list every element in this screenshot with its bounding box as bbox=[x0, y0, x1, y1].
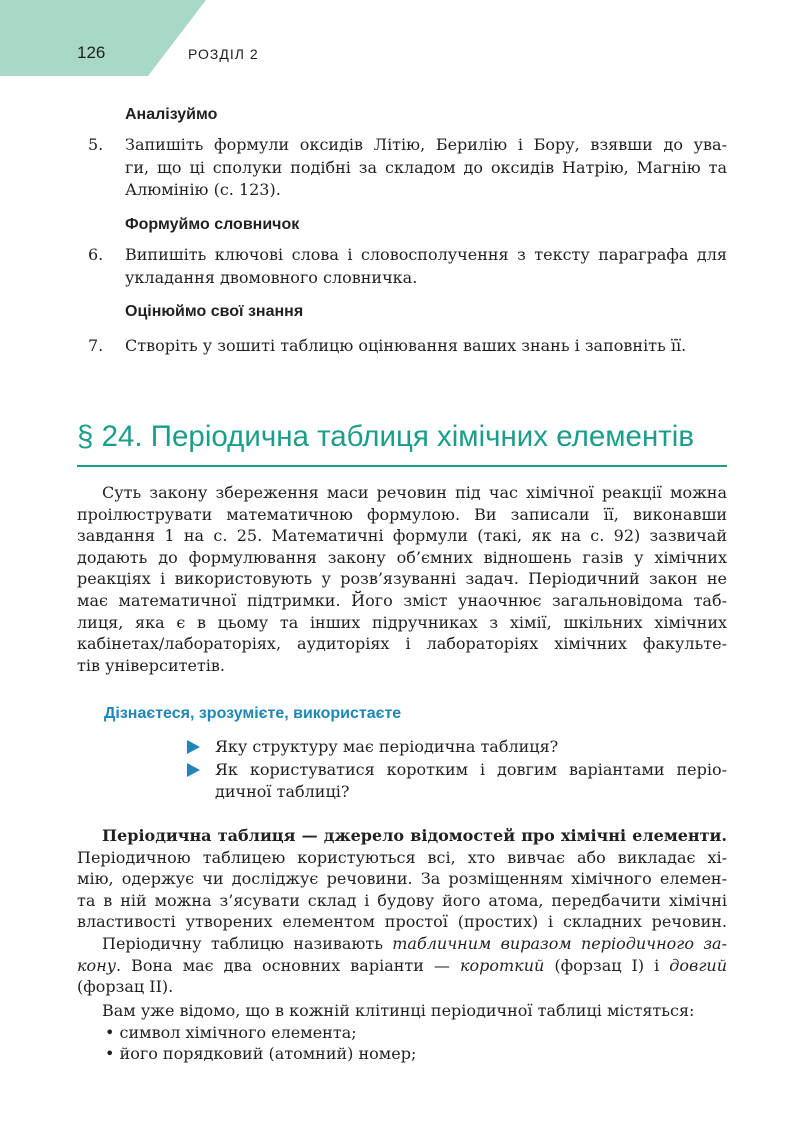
text-line: додають до формулювання закону об’ємних відношень газів у хімічних bbox=[77, 547, 727, 567]
text-line: властивості утворених елементом простої (простих) і складних речовин. bbox=[77, 912, 727, 932]
text-run: (форзац I) і bbox=[544, 955, 670, 975]
dictionary-heading: Формуймо словничок bbox=[125, 216, 300, 233]
text-line: реакціях і використовують у розв’язуванні задач. Періодичний закон не bbox=[77, 569, 727, 589]
text-line: кабінетах/лабораторіях, аудиторіях і лабораторіях хімічних факульте- bbox=[77, 634, 727, 654]
text-line bbox=[77, 955, 727, 977]
bullet-item: • його порядковий (атомний) номер; bbox=[105, 1044, 417, 1064]
task-line: Алюмінію (с. 123). bbox=[125, 180, 281, 199]
text-line: та в ній можна з’ясувати склад і будову його атома, передбачити хімічні bbox=[77, 890, 727, 910]
text-run: Періодичну таблицю називають bbox=[102, 934, 393, 953]
assess-heading: Оцінюймо свої знання bbox=[125, 303, 304, 320]
section-title: § 24. Періодична таблиця хімічних елементів bbox=[77, 420, 694, 453]
text-line: Суть закону збереження маси речовин під час хімічної реакції можна bbox=[102, 483, 727, 502]
question-line: Як користуватися коротким і довгим варіантами періо- bbox=[215, 760, 727, 779]
text-line: Вам уже відомо, що в кожній клітинці періодичної таблиці містяться: bbox=[102, 1001, 695, 1020]
text-line: мію, одержує чи досліджує речовини. За розміщенням хімічного елемен- bbox=[77, 869, 727, 889]
text-line: проілюструвати математичною формулою. Ви записали її, виконавши bbox=[77, 504, 727, 524]
learn-heading: Дізнаєтеся, зрозумієте, використаєте bbox=[104, 705, 402, 722]
intro-paragraph bbox=[77, 482, 727, 676]
italic-term: короткий bbox=[459, 955, 545, 975]
text-line: завдання 1 на с. 25. Математичні формули (такі, як на с. 92) зазвичай bbox=[77, 526, 727, 546]
analyze-heading: Аналізуймо bbox=[125, 106, 218, 123]
task-number: 6. bbox=[88, 245, 104, 264]
text-line bbox=[77, 825, 727, 847]
text-line: має математичної підтримки. Його зміст унаочнює загальновідома таб- bbox=[77, 590, 727, 610]
task-line: ги, що ці сполуки подібні за складом до оксидів Натрію, Магнію та bbox=[125, 157, 727, 177]
body-paragraph-1 bbox=[77, 825, 727, 933]
task-line: Випишіть ключові слова і словосполучення з тексту параграфа для bbox=[125, 245, 727, 264]
text-line: (форзац II). bbox=[77, 977, 174, 997]
body-paragraph-2 bbox=[77, 933, 727, 998]
page-number: 126 bbox=[77, 43, 106, 62]
arrow-right-icon bbox=[187, 740, 200, 754]
italic-term: довгий bbox=[669, 955, 728, 975]
italic-term: табличним виразом періодичного за- bbox=[392, 934, 727, 953]
text-line: лиця, яка є в цьому та інших підручниках з хімії, шкільних хімічних bbox=[77, 612, 727, 632]
task-line: Створіть у зошиті таблицю оцінювання ваших знань і заповніть її. bbox=[125, 336, 687, 355]
italic-term: кону bbox=[77, 955, 117, 975]
arrow-right-icon bbox=[187, 763, 200, 777]
text-line: Періодичною таблицею користуються всі, хто вивчає або викладає хі- bbox=[77, 847, 727, 867]
body-paragraph-3 bbox=[77, 1000, 727, 1065]
bullet-item: • символ хімічного елемента; bbox=[105, 1022, 357, 1042]
bold-lead: Періодична таблиця — джерело відомостей про хімічні елементи. bbox=[102, 826, 727, 845]
header-tab bbox=[0, 0, 206, 76]
section-title-underline bbox=[77, 465, 727, 467]
text-run: . Вона має два основних варіанти — bbox=[116, 955, 460, 975]
task-line: Запишіть формули оксидів Літію, Берилію і Бору, взявши до ува- bbox=[125, 135, 727, 154]
question-line: Яку структуру має періодична таблиця? bbox=[215, 737, 559, 756]
text-line bbox=[77, 933, 727, 955]
task-line: укладання двомовного словничка. bbox=[125, 267, 418, 287]
question-line: дичної таблиці? bbox=[215, 782, 350, 801]
text-line: тів університетів. bbox=[77, 655, 225, 675]
chapter-label: РОЗДІЛ 2 bbox=[188, 46, 259, 62]
task-number: 5. bbox=[88, 135, 104, 154]
task-number: 7. bbox=[88, 336, 104, 355]
